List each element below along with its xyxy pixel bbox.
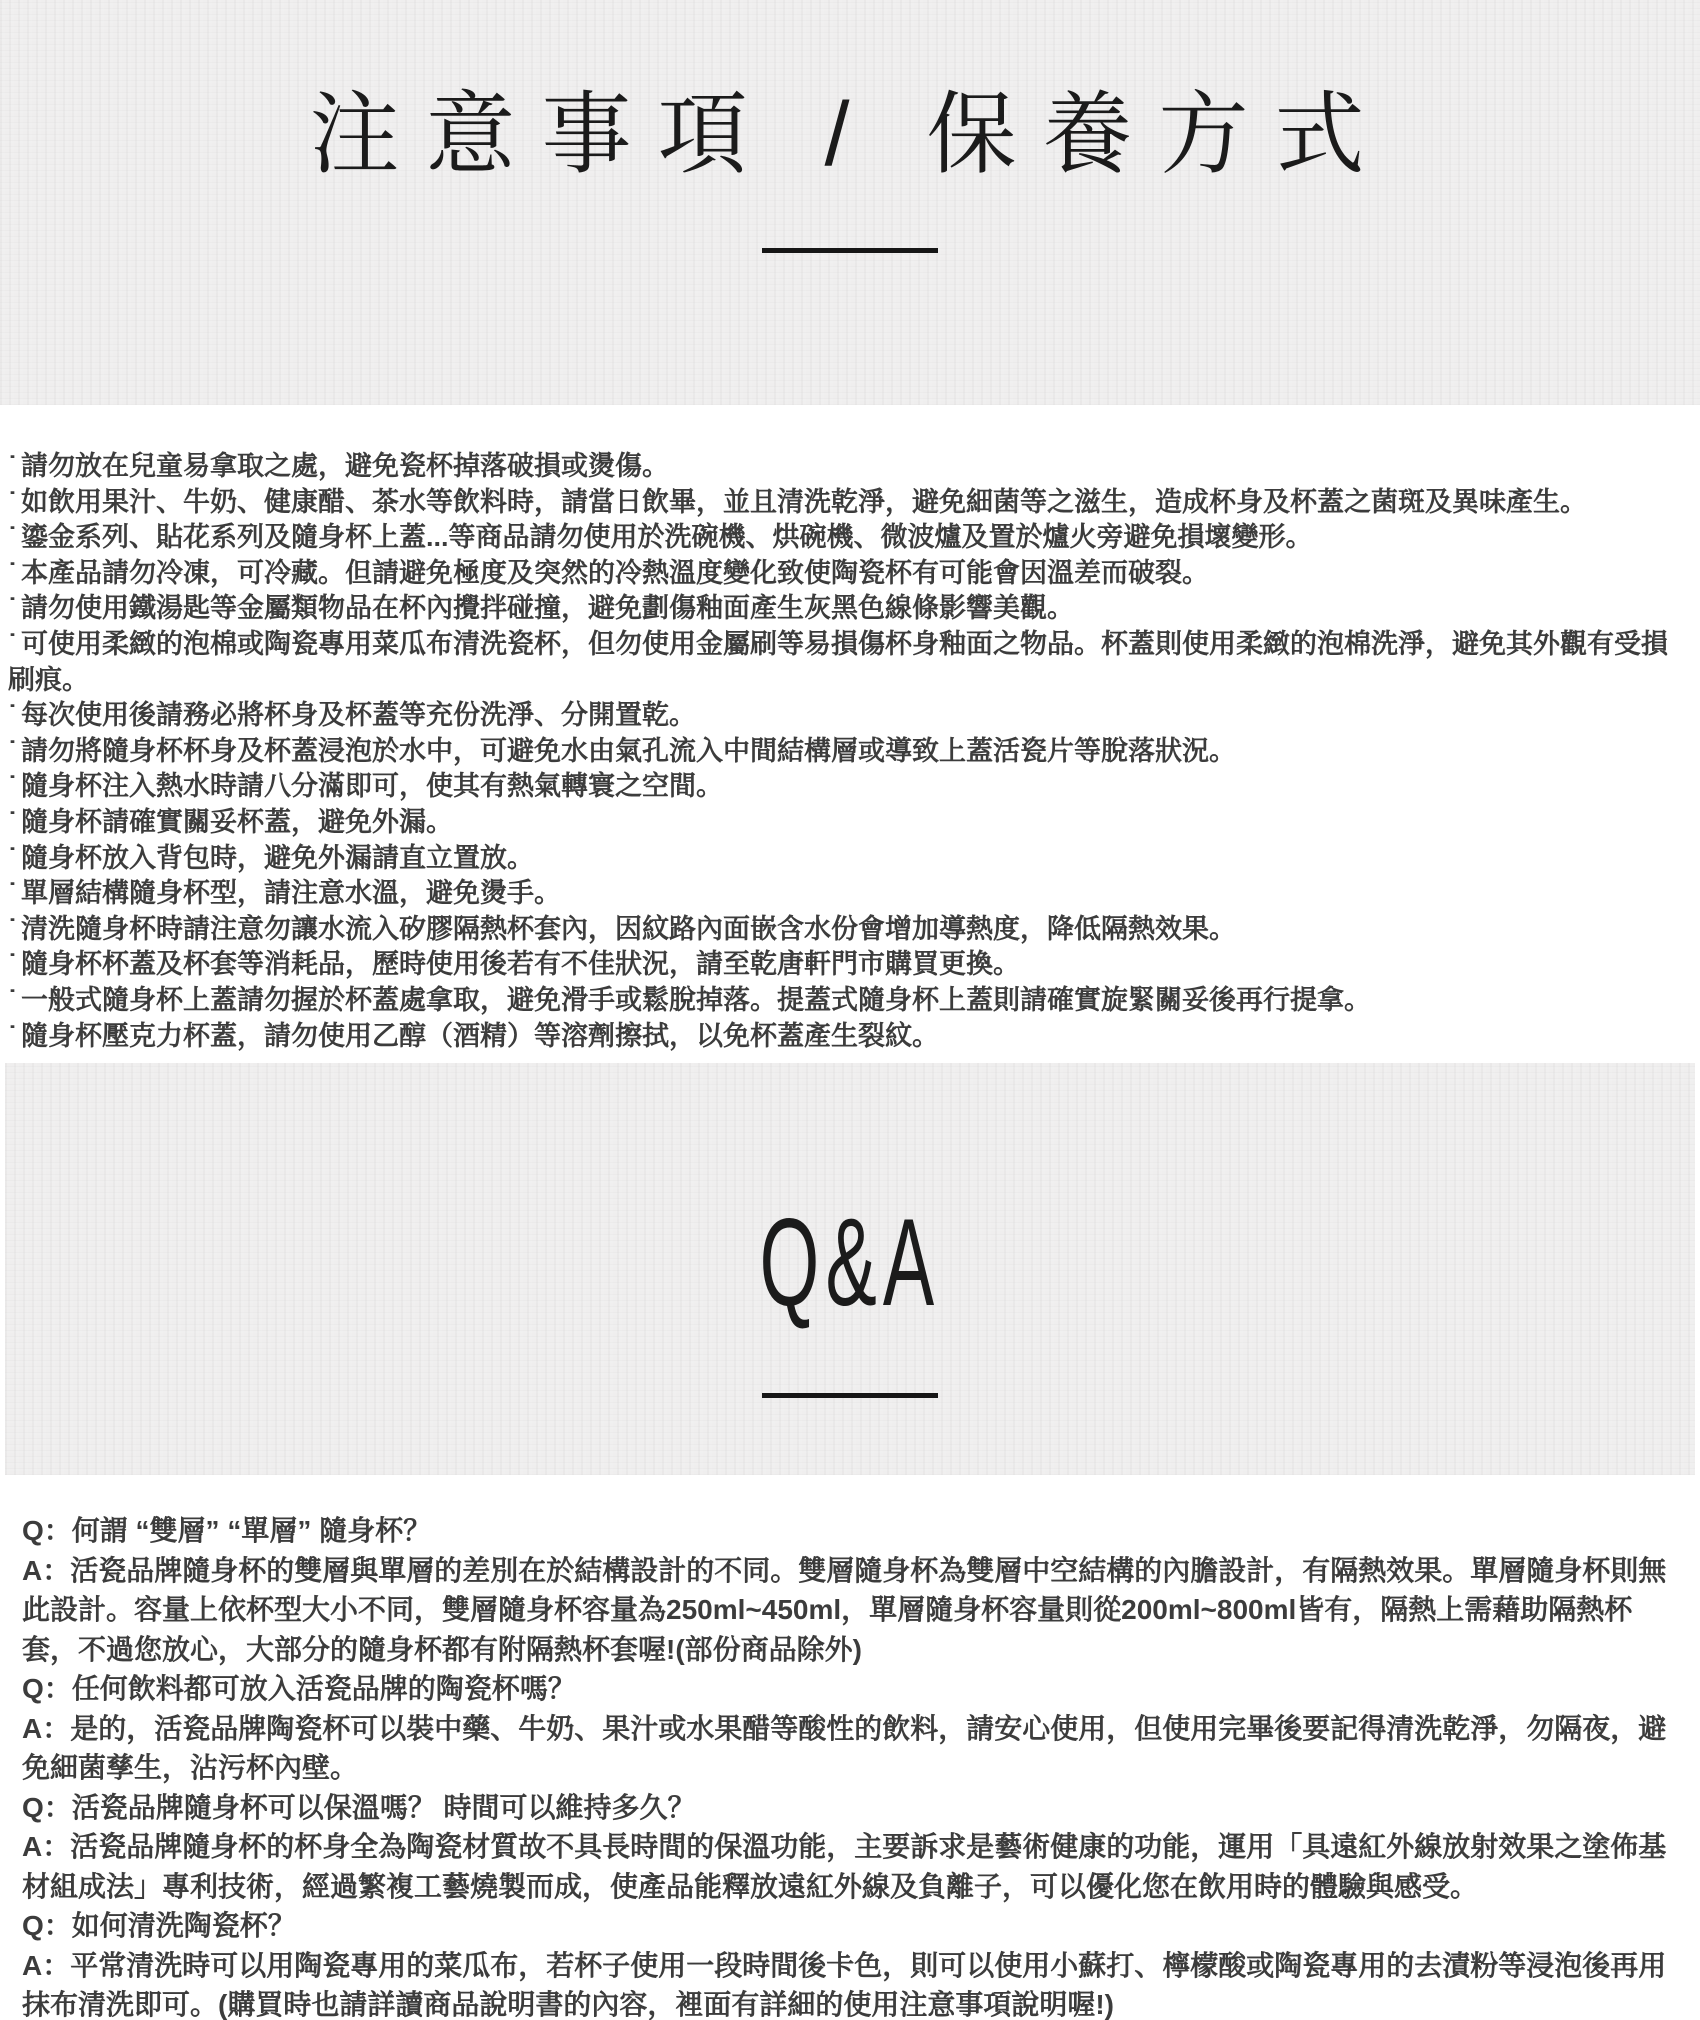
note-item <box>8 734 1684 770</box>
note-item <box>8 983 1684 1019</box>
note-item <box>8 841 1684 877</box>
note-text: 一般式隨身杯上蓋請勿握於杯蓋處拿取，避免滑手或鬆脫掉落。提蓋式隨身杯上蓋則請確實旋緊關妥後再行提拿。 <box>21 984 1371 1015</box>
note-text: 隨身杯壓克力杯蓋，請勿使用乙醇（酒精）等溶劑擦拭，以免杯蓋產生裂紋。 <box>21 1020 939 1051</box>
note-item <box>8 876 1684 912</box>
qa-banner <box>5 1063 1695 1475</box>
note-item <box>8 805 1684 841</box>
note-text: 可使用柔緻的泡棉或陶瓷專用菜瓜布清洗瓷杯，但勿使用金屬刷等易損傷杯身釉面之物品。杯蓋則使用柔緻的泡棉洗淨，避免其外觀有受損刷痕。 <box>8 628 1668 695</box>
note-text: 隨身杯放入背包時，避免外漏請直立置放。 <box>21 842 534 873</box>
bullet-dot-icon: ˙ <box>8 842 17 873</box>
bullet-dot-icon: ˙ <box>8 486 17 517</box>
qa-question: Q：任何飲料都可放入活瓷品牌的陶瓷杯嗎？ <box>22 1673 576 1705</box>
note-text: 本產品請勿冷凍，可冷藏。但請避免極度及突然的冷熱溫度變化致使陶瓷杯有可能會因溫差而破裂。 <box>21 557 1209 588</box>
bullet-dot-icon: ˙ <box>8 913 17 944</box>
bullet-dot-icon: ˙ <box>8 700 17 731</box>
qa-answer: A：活瓷品牌隨身杯的雙層與單層的差別在於結構設計的不同。雙層隨身杯為雙層中空結構的內膽設計，有隔熱效果。單層隨身杯則無此設計。容量上依杯型大小不同，雙層隨身杯容量為250ml~450ml，單層隨身杯容量則從200ml~800ml皆有，隔熱上需藉助隔熱杯套，不過您放心，大部分的隨身杯都有附隔熱杯套喔!(部份商品除外) <box>22 1554 1667 1665</box>
note-item <box>8 591 1684 627</box>
qa-title-text: Q&A <box>759 1194 941 1333</box>
qa-title <box>5 1194 1695 1333</box>
bullet-dot-icon: ˙ <box>8 593 17 624</box>
bullet-dot-icon: ˙ <box>8 878 17 909</box>
qa-question: Q：如何清洗陶瓷杯？ <box>22 1910 296 1942</box>
bullet-dot-icon: ˙ <box>8 1020 17 1051</box>
bullet-dot-icon: ˙ <box>8 451 17 481</box>
note-text: 請勿放在兒童易拿取之處，避免瓷杯掉落破損或燙傷。 <box>21 451 669 481</box>
note-item <box>8 947 1684 983</box>
bullet-dot-icon: ˙ <box>8 806 17 837</box>
note-item <box>8 1019 1684 1055</box>
notice-title-divider <box>762 248 938 253</box>
note-item <box>8 627 1684 698</box>
bullet-dot-icon: ˙ <box>8 984 17 1015</box>
qa-answer: A：是的，活瓷品牌陶瓷杯可以裝中藥、牛奶、果汁或水果醋等酸性的飲料，請安心使用，但使用完畢後要記得清洗乾淨，勿隔夜，避免細菌孳生，沾污杯內壁。 <box>22 1712 1667 1784</box>
note-text: 隨身杯杯蓋及杯套等消耗品，歷時使用後若有不佳狀況，請至乾唐軒門市購買更換。 <box>21 949 1020 980</box>
note-text: 請勿使用鐵湯匙等金屬類物品在杯內攪拌碰撞，避免劃傷釉面產生灰黑色線條影響美觀。 <box>21 593 1074 624</box>
note-text: 隨身杯請確實關妥杯蓋，避免外漏。 <box>21 806 453 837</box>
note-text: 隨身杯注入熱水時請八分滿即可，使其有熱氣轉寰之空間。 <box>21 771 723 802</box>
qa-question: Q：何謂 “雙層” “單層” 隨身杯？ <box>22 1515 432 1547</box>
notice-list <box>0 405 1700 1054</box>
note-item <box>8 769 1684 805</box>
bullet-dot-icon: ˙ <box>8 628 17 659</box>
bullet-dot-icon: ˙ <box>8 735 17 766</box>
bullet-dot-icon: ˙ <box>8 557 17 588</box>
bullet-dot-icon: ˙ <box>8 949 17 980</box>
notice-banner <box>0 0 1700 405</box>
note-text: 每次使用後請務必將杯身及杯蓋等充份洗淨、分開置乾。 <box>21 700 696 731</box>
qa-title-divider <box>762 1393 938 1398</box>
bullet-dot-icon: ˙ <box>8 522 17 553</box>
qa-list <box>0 1475 1700 2020</box>
note-text: 鎏金系列、貼花系列及隨身杯上蓋...等商品請勿使用於洗碗機、烘碗機、微波爐及置於爐火旁避免損壞變形。 <box>21 522 1313 553</box>
notice-title: 注意事項 / 保養方式 <box>309 85 1391 185</box>
note-item <box>8 556 1684 592</box>
note-text: 如飲用果汁、牛奶、健康醋、茶水等飲料時，請當日飲畢，並且清洗乾淨，避免細菌等之滋生，造成杯身及杯蓋之菌斑及異味產生。 <box>21 486 1587 517</box>
qa-answer: A：活瓷品牌隨身杯的杯身全為陶瓷材質故不具長時間的保溫功能，主要訴求是藝術健康的功能，運用「具遠紅外線放射效果之塗佈基材組成法」專利技術，經過繁複工藝燒製而成，使產品能釋放遠紅外線及負離子，可以優化您在飲用時的體驗與感受。 <box>22 1831 1667 1902</box>
note-text: 單層結構隨身杯型，請注意水溫，避免燙手。 <box>21 878 561 909</box>
qa-question: Q：活瓷品牌隨身杯可以保溫嗎？ 時間可以維持多久？ <box>22 1791 696 1823</box>
note-item <box>8 698 1684 734</box>
note-item <box>8 485 1684 521</box>
note-item <box>8 520 1684 556</box>
note-text: 請勿將隨身杯杯身及杯蓋浸泡於水中，可避免水由氣孔流入中間結構層或導致上蓋活瓷片等脫落狀況。 <box>21 735 1236 766</box>
note-item <box>8 912 1684 948</box>
bullet-dot-icon: ˙ <box>8 771 17 802</box>
qa-answer: A：平常清洗時可以用陶瓷專用的菜瓜布，若杯子使用一段時間後卡色，則可以使用小蘇打、檸檬酸或陶瓷專用的去漬粉等浸泡後再用抹布清洗即可。(購買時也請詳讀商品說明書的內容，裡面有詳細的使用注意事項說明喔!) <box>22 1949 1667 2020</box>
note-item <box>8 449 1684 485</box>
note-text: 清洗隨身杯時請注意勿讓水流入矽膠隔熱杯套內，因紋路內面嵌含水份會增加導熱度，降低隔熱效果。 <box>21 913 1236 944</box>
